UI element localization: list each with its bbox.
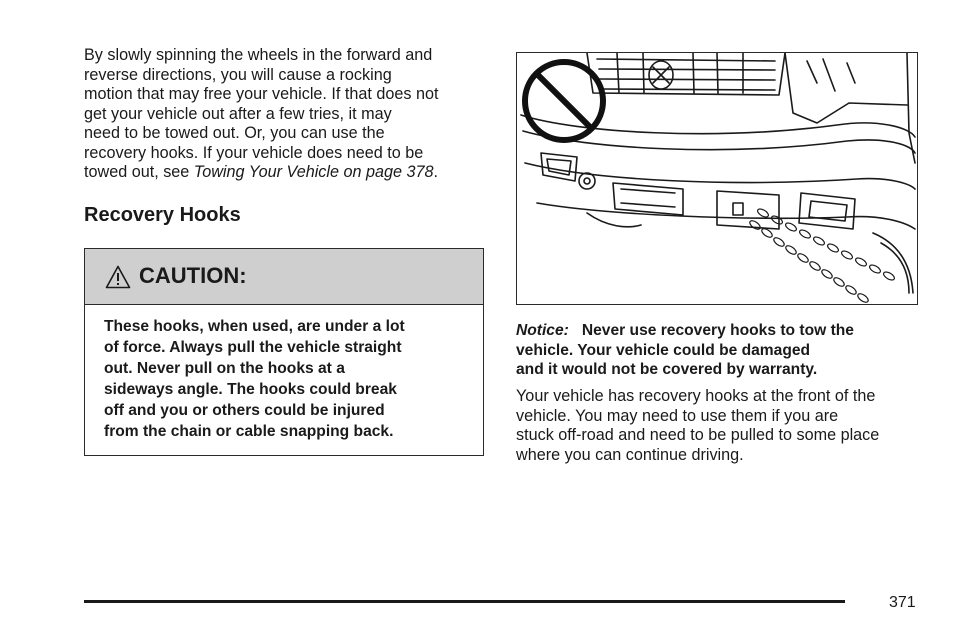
body-line: where you can continue driving.	[516, 446, 744, 464]
intro-period: .	[433, 163, 439, 181]
caution-box	[84, 248, 484, 456]
section-heading: Recovery Hooks	[84, 204, 241, 226]
caution-text-line: off and you or others could be injured	[104, 402, 385, 419]
intro-text: towed out, see	[84, 163, 194, 181]
recovery-hook-illustration	[516, 52, 918, 305]
notice-line: and it would not be covered by warranty.	[516, 361, 818, 378]
caution-text-line: from the chain or cable snapping back.	[104, 423, 394, 440]
footer-rule	[84, 600, 845, 603]
body-line: Your vehicle has recovery hooks at the front of the	[516, 387, 876, 405]
body-line: stuck off-road and need to be pulled to some place	[516, 426, 880, 444]
intro-line: need to be towed out. Or, you can use the	[84, 124, 385, 142]
vehicle-front-drawing	[517, 53, 918, 305]
intro-line: recovery hooks. If your vehicle does need to be	[84, 144, 424, 162]
caution-text-line: sideways angle. The hooks could break	[104, 381, 397, 398]
notice-label: Notice:	[516, 322, 569, 339]
caution-text-line: out. Never pull on the hooks at a	[104, 360, 345, 377]
intro-line: get your vehicle out after a few tries, it may	[84, 105, 392, 123]
notice-text: Never use recovery hooks to tow the	[581, 322, 854, 339]
caution-text-line: These hooks, when used, are under a lot	[104, 318, 405, 335]
caution-text-line: of force. Always pull the vehicle straight	[104, 339, 402, 356]
prohibition-icon	[525, 62, 603, 140]
cross-reference-link[interactable]: Towing Your Vehicle on page 378	[193, 163, 434, 181]
intro-line: motion that may free your vehicle. If that does not	[84, 85, 439, 103]
intro-line: reverse directions, you will cause a rocking	[84, 66, 392, 84]
page-number: 371	[889, 594, 916, 611]
caution-header	[85, 249, 483, 305]
warning-triangle-icon	[105, 265, 131, 289]
caution-title: CAUTION:	[139, 263, 247, 288]
body-line: vehicle. You may need to use them if you are	[516, 407, 839, 425]
intro-last-line	[84, 163, 438, 183]
notice-line	[516, 321, 854, 341]
intro-line: By slowly spinning the wheels in the forward and	[84, 46, 433, 64]
notice-line: vehicle. Your vehicle could be damaged	[516, 342, 811, 359]
